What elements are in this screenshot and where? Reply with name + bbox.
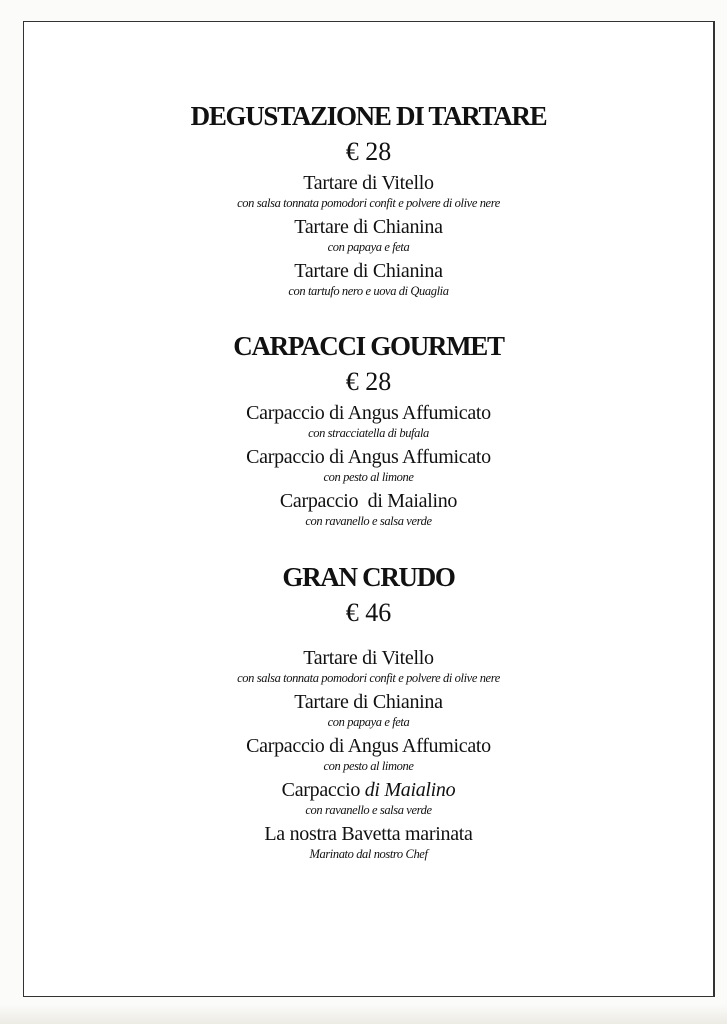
menu-item-desc: con pesto al limone — [323, 759, 414, 773]
section-price: € 28 — [345, 367, 392, 396]
menu-content — [24, 100, 713, 866]
page-bottom-edge — [0, 1004, 727, 1024]
menu-item-name: Tartare di Chianina — [294, 691, 443, 713]
menu-item-name — [24, 778, 713, 803]
menu-item-name: La nostra Bavetta marinata — [264, 823, 473, 845]
menu-item-name-italic: di Maialino — [364, 779, 456, 801]
menu-item-desc: con papaya e feta — [327, 240, 410, 254]
menu-item-desc: con ravanello e salsa verde — [305, 803, 432, 817]
section-title: DEGUSTAZIONE DI TARTARE — [190, 101, 547, 131]
menu-item-name: Carpaccio di Maialino — [279, 490, 458, 512]
section-title: CARPACCI GOURMET — [233, 331, 504, 361]
menu-page-frame — [23, 21, 715, 997]
menu-item-desc: Marinato dal nostro Chef — [309, 847, 428, 861]
menu-item-desc: con salsa tonnata pomodori confit e polvere di olive nere — [237, 671, 500, 685]
menu-item-desc: con salsa tonnata pomodori confit e polvere di olive nere — [237, 196, 500, 210]
menu-item-desc: con ravanello e salsa verde — [305, 514, 432, 528]
section-carpacci-gourmet — [24, 330, 713, 529]
section-gran-crudo — [24, 561, 713, 862]
menu-item-desc: con stracciatella di bufala — [308, 426, 429, 440]
menu-item-desc: con papaya e feta — [327, 715, 410, 729]
section-degustazione-tartare — [24, 100, 713, 299]
menu-item-name: Tartare di Chianina — [294, 216, 443, 238]
menu-item-name: Carpaccio di Angus Affumicato — [246, 735, 491, 757]
menu-item-desc: con tartufo nero e uova di Quaglia — [288, 284, 449, 298]
menu-item-name: Carpaccio di Angus Affumicato — [246, 446, 491, 468]
menu-item-name: Tartare di Vitello — [303, 172, 434, 194]
section-title: GRAN CRUDO — [282, 562, 455, 592]
menu-item-name: Carpaccio di Angus Affumicato — [246, 402, 491, 424]
section-price: € 46 — [345, 598, 392, 627]
section-price: € 28 — [345, 137, 392, 166]
menu-item-name: Tartare di Chianina — [294, 260, 443, 282]
menu-item-desc: con pesto al limone — [323, 470, 414, 484]
menu-item-name-prefix: Carpaccio — [281, 779, 365, 801]
menu-item-name: Tartare di Vitello — [303, 647, 434, 669]
